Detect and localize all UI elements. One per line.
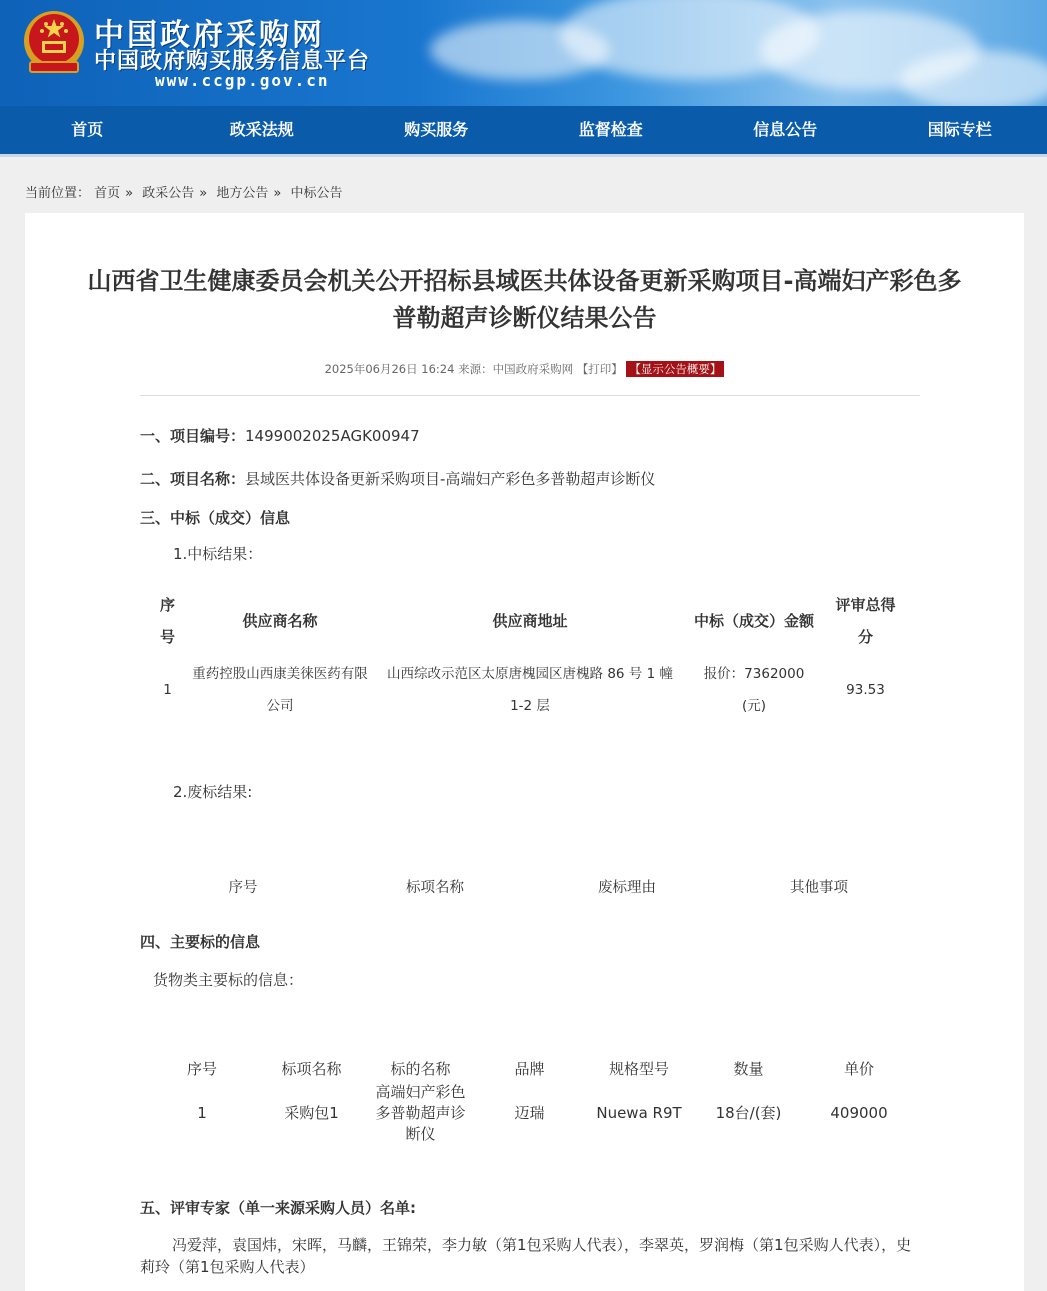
national-emblem-icon[interactable] [22, 10, 86, 76]
project-number [140, 425, 420, 446]
publish-date: 2025年06月26日 16:24 [324, 362, 455, 376]
header-cloud [900, 50, 1047, 106]
breadcrumb [25, 182, 343, 201]
award-result-label: 1.中标结果： [173, 545, 263, 563]
breadcrumb-local[interactable]: 地方公告 [216, 186, 269, 201]
nav-announcements[interactable]: 信息公告 [753, 120, 818, 139]
cell-item-name-text: 多普勒超声诊 [375, 1103, 466, 1122]
article-card [25, 213, 1024, 1291]
cell-item-name-text: 高端妇产彩色 [375, 1082, 466, 1101]
col-score-text: 评审总得 [835, 596, 896, 614]
col-model: 规格型号 [608, 1059, 669, 1078]
main-nav [0, 106, 1047, 157]
project-name-label: 二、项目名称： [140, 470, 246, 488]
table-row [155, 653, 903, 727]
breadcrumb-separator: » [199, 186, 208, 201]
cell-item-name [366, 1080, 475, 1146]
table-header-row [147, 875, 915, 897]
award-table [155, 589, 903, 727]
award-info-heading-text: 三、中标（成交）信息 [140, 509, 291, 527]
main-items-heading-text: 四、主要标的信息 [140, 933, 261, 951]
article-title-line: 山西省卫生健康委员会机关公开招标县域医共体设备更新采购项目-高端妇产彩色多 [87, 267, 962, 295]
col-item-name: 标的名称 [390, 1059, 451, 1078]
col-amount: 中标（成交）金额 [693, 612, 814, 630]
cell-seq: 1 [163, 682, 172, 698]
article-title-line: 普勒超声诊断仪结果公告 [392, 304, 657, 332]
col-seq-text: 号 [159, 628, 175, 646]
cell-score: 93.53 [846, 682, 885, 698]
cell-address [380, 653, 680, 727]
goods-table [147, 1056, 915, 1146]
site-subtitle: 中国政府购买服务信息平台 [94, 49, 371, 74]
cell-package: 采购包1 [284, 1103, 339, 1122]
col-seq-text: 序 [159, 596, 175, 614]
nav-purchase-services[interactable]: 购买服务 [404, 120, 469, 139]
col-brand: 品牌 [514, 1059, 545, 1078]
main-items-heading [140, 931, 260, 952]
cell-quantity: 18台/(套) [715, 1103, 782, 1122]
nav-international[interactable]: 国际专栏 [927, 120, 992, 139]
void-table [147, 875, 915, 897]
show-summary-button[interactable]: 【显示公告概要】 [626, 361, 724, 377]
col-seq [155, 589, 180, 653]
breadcrumb-announcements[interactable]: 政采公告 [142, 186, 195, 201]
cell-brand: 迈瑞 [514, 1103, 545, 1122]
experts-list: 冯爱萍，袁国炜，宋晖，马麟，王锦荣，李力敏（第1包采购人代表），李翠英，罗润梅（第1包采购人代表），史莉玲（第1包采购人代表） [140, 1236, 912, 1276]
col-seq: 序号 [186, 1059, 217, 1078]
cell-supplier [180, 653, 380, 727]
divider [140, 395, 920, 396]
breadcrumb-separator: » [273, 186, 282, 201]
breadcrumb-award[interactable]: 中标公告 [290, 186, 343, 201]
cell-unit-price: 409000 [830, 1103, 888, 1122]
breadcrumb-home[interactable]: 首页 [94, 186, 121, 201]
nav-regulations[interactable]: 政采法规 [229, 120, 294, 139]
cell-amount-text: (元) [741, 698, 767, 714]
col-void-reason: 废标理由 [598, 879, 656, 896]
project-name [140, 468, 655, 489]
award-info-heading [140, 507, 290, 528]
col-address: 供应商地址 [492, 612, 568, 630]
col-unit-price: 单价 [843, 1059, 874, 1078]
cell-address-text: 1-2 层 [510, 698, 550, 714]
cell-amount [680, 653, 828, 727]
breadcrumb-label: 当前位置： [25, 186, 91, 201]
print-link[interactable]: 【打印】 [576, 362, 623, 376]
col-score [828, 589, 903, 653]
site-title: 中国政府采购网 [94, 18, 325, 53]
article-title [25, 263, 1024, 337]
cell-amount-text: 报价：7362000 [703, 666, 805, 682]
breadcrumb-separator: » [125, 186, 134, 201]
cell-model: Nuewa R9T [596, 1103, 682, 1122]
project-number-label: 一、项目编号： [140, 427, 246, 445]
col-supplier: 供应商名称 [242, 612, 318, 630]
nav-supervision[interactable]: 监督检查 [578, 120, 643, 139]
col-package-name: 标项名称 [406, 879, 464, 896]
project-name-value: 县域医共体设备更新采购项目-高端妇产彩色多普勒超声诊断仪 [245, 470, 656, 488]
site-url[interactable]: www.ccgp.gov.cn [155, 71, 330, 90]
article-meta [25, 361, 1024, 377]
col-other: 其他事项 [790, 879, 848, 896]
project-number-value: 1499002025AGK00947 [245, 427, 420, 445]
table-header-row [155, 589, 903, 653]
site-header [0, 0, 1047, 106]
cell-address-text: 山西综改示范区太原唐槐园区唐槐路 86 号 1 幢 [387, 666, 673, 682]
col-quantity: 数量 [733, 1059, 764, 1078]
cell-supplier-text: 重药控股山西康美徕医药有限 [192, 666, 368, 682]
article-source: 来源：中国政府采购网 [458, 362, 574, 376]
table-header-row [147, 1056, 915, 1080]
goods-label: 货物类主要标的信息： [153, 971, 304, 989]
col-package-name: 标项名称 [281, 1059, 342, 1078]
experts-heading-text: 五、评审专家（单一来源采购人员）名单: [140, 1199, 417, 1217]
void-result-label: 2.废标结果: [173, 783, 253, 801]
cell-item-name-text: 断仪 [405, 1124, 436, 1143]
cell-seq: 1 [197, 1103, 207, 1122]
col-score-text: 分 [857, 628, 873, 646]
col-seq: 序号 [228, 879, 258, 896]
table-row [147, 1080, 915, 1146]
nav-home[interactable]: 首页 [71, 120, 104, 139]
cell-supplier-text: 公司 [266, 698, 294, 714]
experts-heading [140, 1197, 416, 1218]
